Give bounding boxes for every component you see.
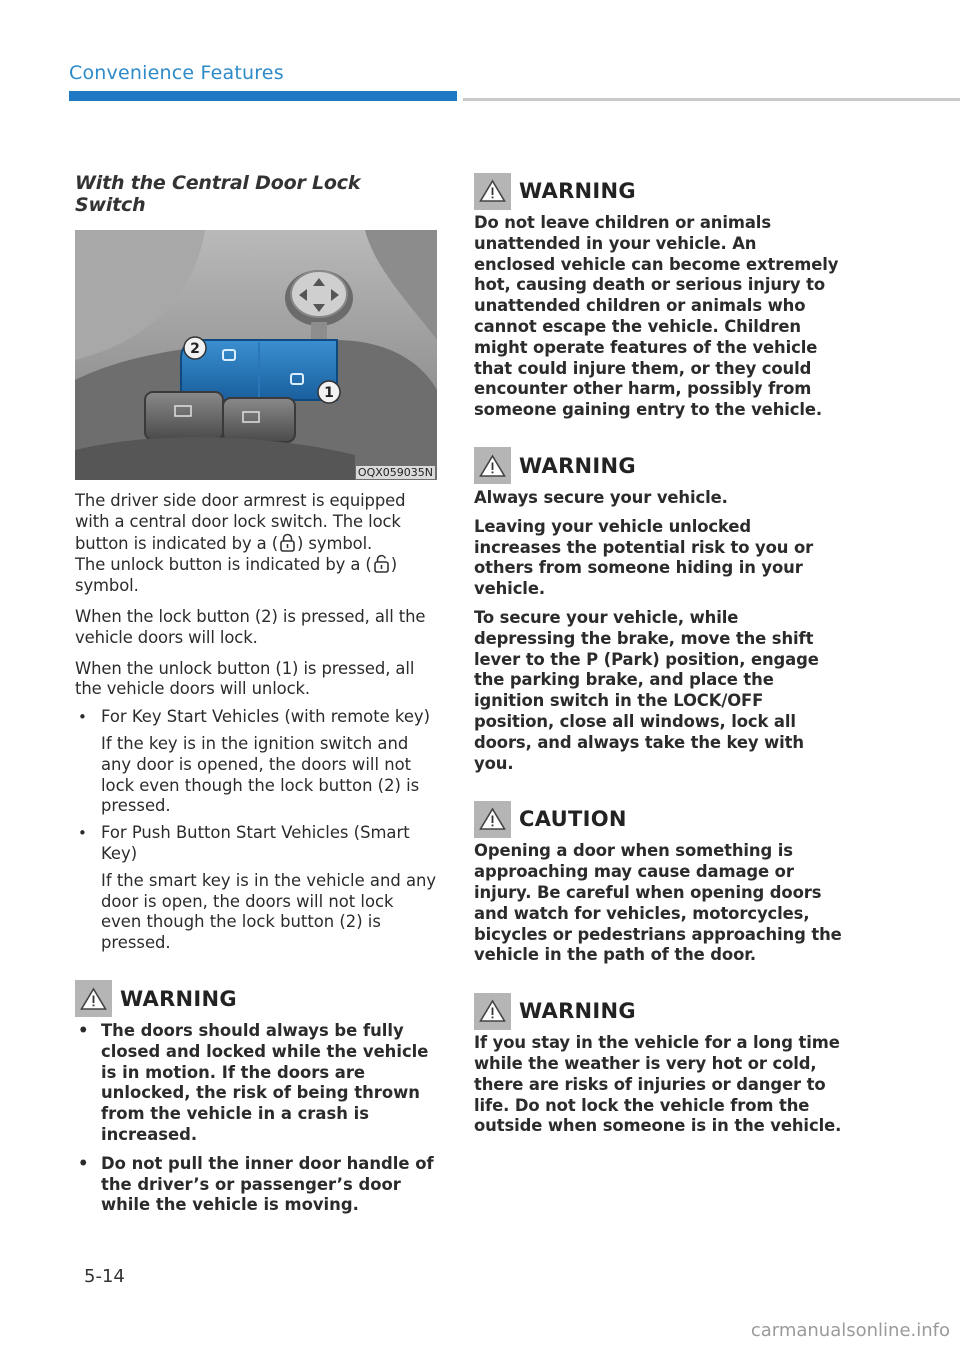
warning-text: Do not leave children or animals unattended in your vehicle. An enclosed vehicle can become extremely hot, causing death or serious injury to unattended children or animals who cannot escape the vehicle. Children might operate features of the vehicle that could injure them, or they could encounter other harm, possibly from someone gaining entry to the vehicle. <box>474 213 839 420</box>
list-item <box>75 823 437 954</box>
door-lock-switch-figure <box>75 230 437 480</box>
caution-body <box>474 841 842 966</box>
warning-title: WARNING <box>519 179 636 203</box>
warning-triangle-icon <box>474 447 511 484</box>
list-item-title: For Key Start Vehicles (with remote key) <box>101 707 431 727</box>
warning-title: WARNING <box>519 453 636 478</box>
door-lock-switch-illustration <box>75 230 437 480</box>
warning-text: To secure your vehicle, while depressing the brake, move the shift lever to the P (Park) position, engage the parking brake, and place the ignition switch in the LOCK/OFF position, close all windows, lock all doors, and always take the key with you. <box>474 607 819 773</box>
warning-box-secure <box>474 447 842 774</box>
intro-text-b: ) symbol. <box>297 533 373 553</box>
figure-code: OQX059035N <box>357 466 433 479</box>
warning-header <box>474 172 842 210</box>
warning-triangle-icon <box>474 801 511 838</box>
section-heading: With the Central Door Lock Switch <box>75 172 361 216</box>
list-item <box>75 707 437 817</box>
warning-header <box>75 980 437 1018</box>
intro-paragraph <box>75 491 437 597</box>
warning-box-weather <box>474 992 842 1137</box>
caution-header <box>474 800 842 838</box>
figure-callout-2: 2 <box>190 341 200 357</box>
right-column <box>474 172 842 1163</box>
warning-body <box>474 1033 842 1137</box>
warning-triangle-icon <box>474 993 511 1030</box>
list-item-text: If the key is in the ignition switch and any door is opened, the doors will not lock even though the lock button (2) is pressed. <box>101 733 420 816</box>
list-item: • Do not pull the inner door handle of the driver’s or passenger’s door while the vehicle is moving. <box>75 1154 437 1216</box>
warning-box-doors <box>75 980 437 1216</box>
caution-text: Opening a door when something is approaching may cause damage or injury. Be careful when opening doors and watch for vehicles, motorcycles, bicycles or pedestrians approaching the vehicle in the path of the door. <box>474 841 842 965</box>
warning-triangle-icon <box>474 173 511 210</box>
vehicle-type-list <box>75 707 437 954</box>
figure-callout-1: 1 <box>324 385 334 401</box>
warning-box-children <box>474 172 842 421</box>
left-column <box>75 172 437 1224</box>
header-rule <box>463 98 960 101</box>
section-title: Convenience Features <box>69 62 284 84</box>
warning-text: Leaving your vehicle unlocked increases the potential risk to you or others from someone hiding in your vehicle. <box>474 516 814 599</box>
warning-body <box>474 213 842 421</box>
warning-body <box>474 488 842 774</box>
warning-header <box>474 992 842 1030</box>
warning-text: If you stay in the vehicle for a long time while the weather is very hot or cold, there are risks of injuries or danger to life. Do not lock the vehicle from the outside when someone is in the vehicle. <box>474 1033 842 1136</box>
list-item: • The doors should always be fully closed and locked while the vehicle is in motion. If the doors are unlocked, the risk of being thrown from the vehicle in a crash is increased. <box>75 1021 437 1146</box>
header-rule-accent <box>69 91 457 101</box>
caution-box-doors <box>474 800 842 966</box>
warning-list <box>75 1021 437 1216</box>
unlock-paragraph: When the unlock button (1) is pressed, all the vehicle doors will unlock. <box>75 658 415 699</box>
warning-header <box>474 447 842 485</box>
intro-text-d: ) symbol. <box>75 555 397 596</box>
page-number: 5-14 <box>84 1266 125 1287</box>
warning-triangle-icon <box>75 980 112 1017</box>
lock-icon <box>279 533 296 553</box>
footer-watermark: carmanualsonline.info <box>750 1320 950 1341</box>
warning-title: WARNING <box>120 986 237 1011</box>
warning-title: WARNING <box>519 999 636 1024</box>
warning-text: Always secure your vehicle. <box>474 487 728 507</box>
unlock-icon <box>373 554 390 574</box>
list-item-title: For Push Button Start Vehicles (Smart Key) <box>101 823 410 863</box>
lock-paragraph: When the lock button (2) is pressed, all the vehicle doors will lock. <box>75 606 426 647</box>
list-item-text: If the smart key is in the vehicle and any door is open, the doors will not lock even though the lock button (2) is pressed. <box>101 870 437 953</box>
caution-title: CAUTION <box>519 807 627 832</box>
intro-text-c: The unlock button is indicated by a ( <box>75 555 372 575</box>
intro-text-a: The driver side door armrest is equipped with a central door lock switch. The lock button is indicated by a ( <box>75 491 406 553</box>
